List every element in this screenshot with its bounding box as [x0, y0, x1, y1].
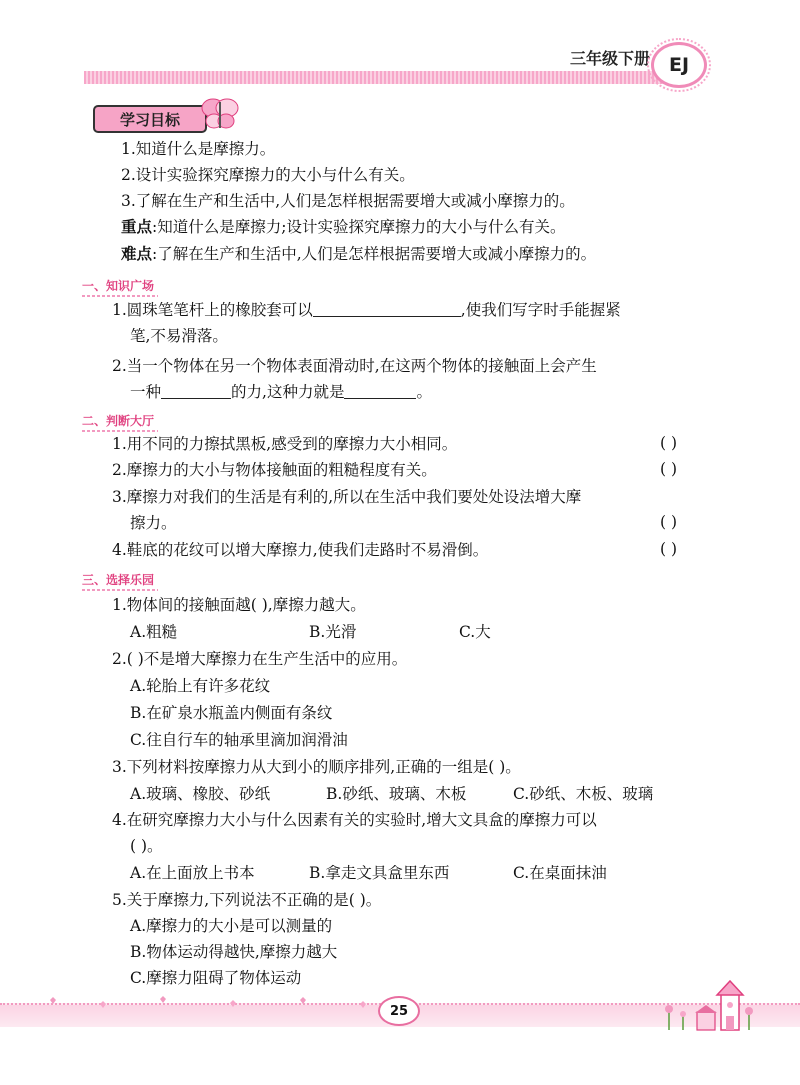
section-1-title: 一、知识广场	[82, 279, 155, 293]
s3-q1-option-a[interactable]: A.粗糙	[130, 623, 178, 641]
difficult-point-text: :了解在生产和生活中,人们是怎样根据需要增大或减小摩擦力的。	[152, 245, 597, 263]
s3-question-1: 1.物体间的接触面越( ),摩擦力越大。	[112, 596, 366, 614]
s3-q5-option-c[interactable]: C.摩擦力阻碍了物体运动	[130, 969, 302, 987]
s2-question-1: 1.用不同的力擦拭黑板,感受到的摩擦力大小相同。	[112, 435, 458, 453]
footer-hearts-icon	[40, 992, 380, 1012]
s3-q4-option-a[interactable]: A.在上面放上书本	[130, 864, 255, 882]
s2-q3-answer[interactable]: ( )	[660, 513, 678, 531]
difficult-point-label: 难点	[121, 245, 153, 263]
castle-decoration-icon	[655, 978, 765, 1033]
s3-q5-option-b[interactable]: B.物体运动得越快,摩擦力越大	[130, 943, 338, 961]
s1-q1-text-2: ,使我们写字时手能握紧	[460, 301, 621, 319]
s3-q3-option-a[interactable]: A.玻璃、橡胶、砂纸	[130, 785, 271, 803]
goal-item-3: 3.了解在生产和生活中,人们是怎样根据需要增大或减小摩擦力的。	[121, 192, 575, 210]
header-band	[84, 71, 676, 84]
s3-q2-option-c[interactable]: C.往自行车的轴承里滴加润滑油	[130, 731, 348, 749]
s3-q4-option-c[interactable]: C.在桌面抹油	[513, 864, 607, 882]
s3-q2-option-a[interactable]: A.轮胎上有许多花纹	[130, 677, 271, 695]
butterfly-icon	[200, 96, 240, 132]
s1-question-1	[112, 300, 621, 320]
s2-q2-answer[interactable]: ( )	[660, 460, 678, 478]
s3-q1-option-b[interactable]: B.光滑	[309, 623, 357, 641]
s1-q1-cont: 笔,不易滑落。	[130, 327, 228, 345]
s2-q1-answer[interactable]: ( )	[660, 434, 678, 452]
s1-q2-cont	[130, 382, 432, 402]
goals-label: 学习目标	[93, 105, 207, 133]
s3-q3-option-c[interactable]: C.砂纸、木板、玻璃	[513, 785, 654, 803]
page-number: 25	[378, 996, 420, 1026]
section-3-title: 三、选择乐园	[82, 573, 155, 587]
s3-q4-cont: ( )。	[130, 837, 163, 855]
s3-question-2: 2.( )不是增大摩擦力在生产生活中的应用。	[112, 650, 408, 668]
key-point-text: :知道什么是摩擦力;设计实验探究摩擦力的大小与什么有关。	[152, 218, 566, 236]
s2-question-4: 4.鞋底的花纹可以增大摩擦力,使我们走路时不易滑倒。	[112, 541, 489, 559]
s1-q2-blank-1[interactable]	[161, 384, 231, 399]
s1-q2-text-b: 一种	[130, 383, 162, 401]
key-point-label: 重点	[121, 218, 153, 236]
key-point	[121, 217, 565, 237]
s3-q1-option-c[interactable]: C.大	[459, 623, 491, 641]
s1-question-2: 2.当一个物体在另一个物体表面滑动时,在这两个物体的接触面上会产生	[112, 357, 597, 375]
s3-q3-option-b[interactable]: B.砂纸、玻璃、木板	[326, 785, 467, 803]
edition-badge: EJ	[651, 42, 707, 88]
goal-item-2: 2.设计实验探究摩擦力的大小与什么有关。	[121, 166, 415, 184]
s3-question-3: 3.下列材料按摩擦力从大到小的顺序排列,正确的一组是( )。	[112, 758, 521, 776]
s1-q1-text: 1.圆珠笔笔杆上的橡胶套可以	[112, 301, 313, 319]
difficult-point	[121, 244, 596, 264]
s3-q2-option-b[interactable]: B.在矿泉水瓶盖内侧面有条纹	[130, 704, 333, 722]
s1-q2-text-c: 的力,这种力就是	[231, 383, 345, 401]
s3-q4-option-b[interactable]: B.拿走文具盒里东西	[309, 864, 450, 882]
s1-q2-text-d: 。	[416, 383, 432, 401]
s2-q3-cont: 擦力。	[130, 514, 177, 532]
s3-q5-option-a[interactable]: A.摩擦力的大小是可以测量的	[130, 917, 333, 935]
s3-question-5: 5.关于摩擦力,下列说法不正确的是( )。	[112, 891, 382, 909]
s2-q4-answer[interactable]: ( )	[660, 540, 678, 558]
s1-q1-blank[interactable]	[313, 302, 461, 317]
section-2-title: 二、判断大厅	[82, 414, 155, 428]
goal-item-1: 1.知道什么是摩擦力。	[121, 140, 276, 158]
s2-question-2: 2.摩擦力的大小与物体接触面的粗糙程度有关。	[112, 461, 437, 479]
s3-question-4: 4.在研究摩擦力大小与什么因素有关的实验时,增大文具盒的摩擦力可以	[112, 811, 597, 829]
s1-q2-blank-2[interactable]	[344, 384, 416, 399]
s2-question-3: 3.摩擦力对我们的生活是有利的,所以在生活中我们要处处设法增大摩	[112, 488, 582, 506]
grade-title: 三年级下册	[570, 49, 651, 68]
